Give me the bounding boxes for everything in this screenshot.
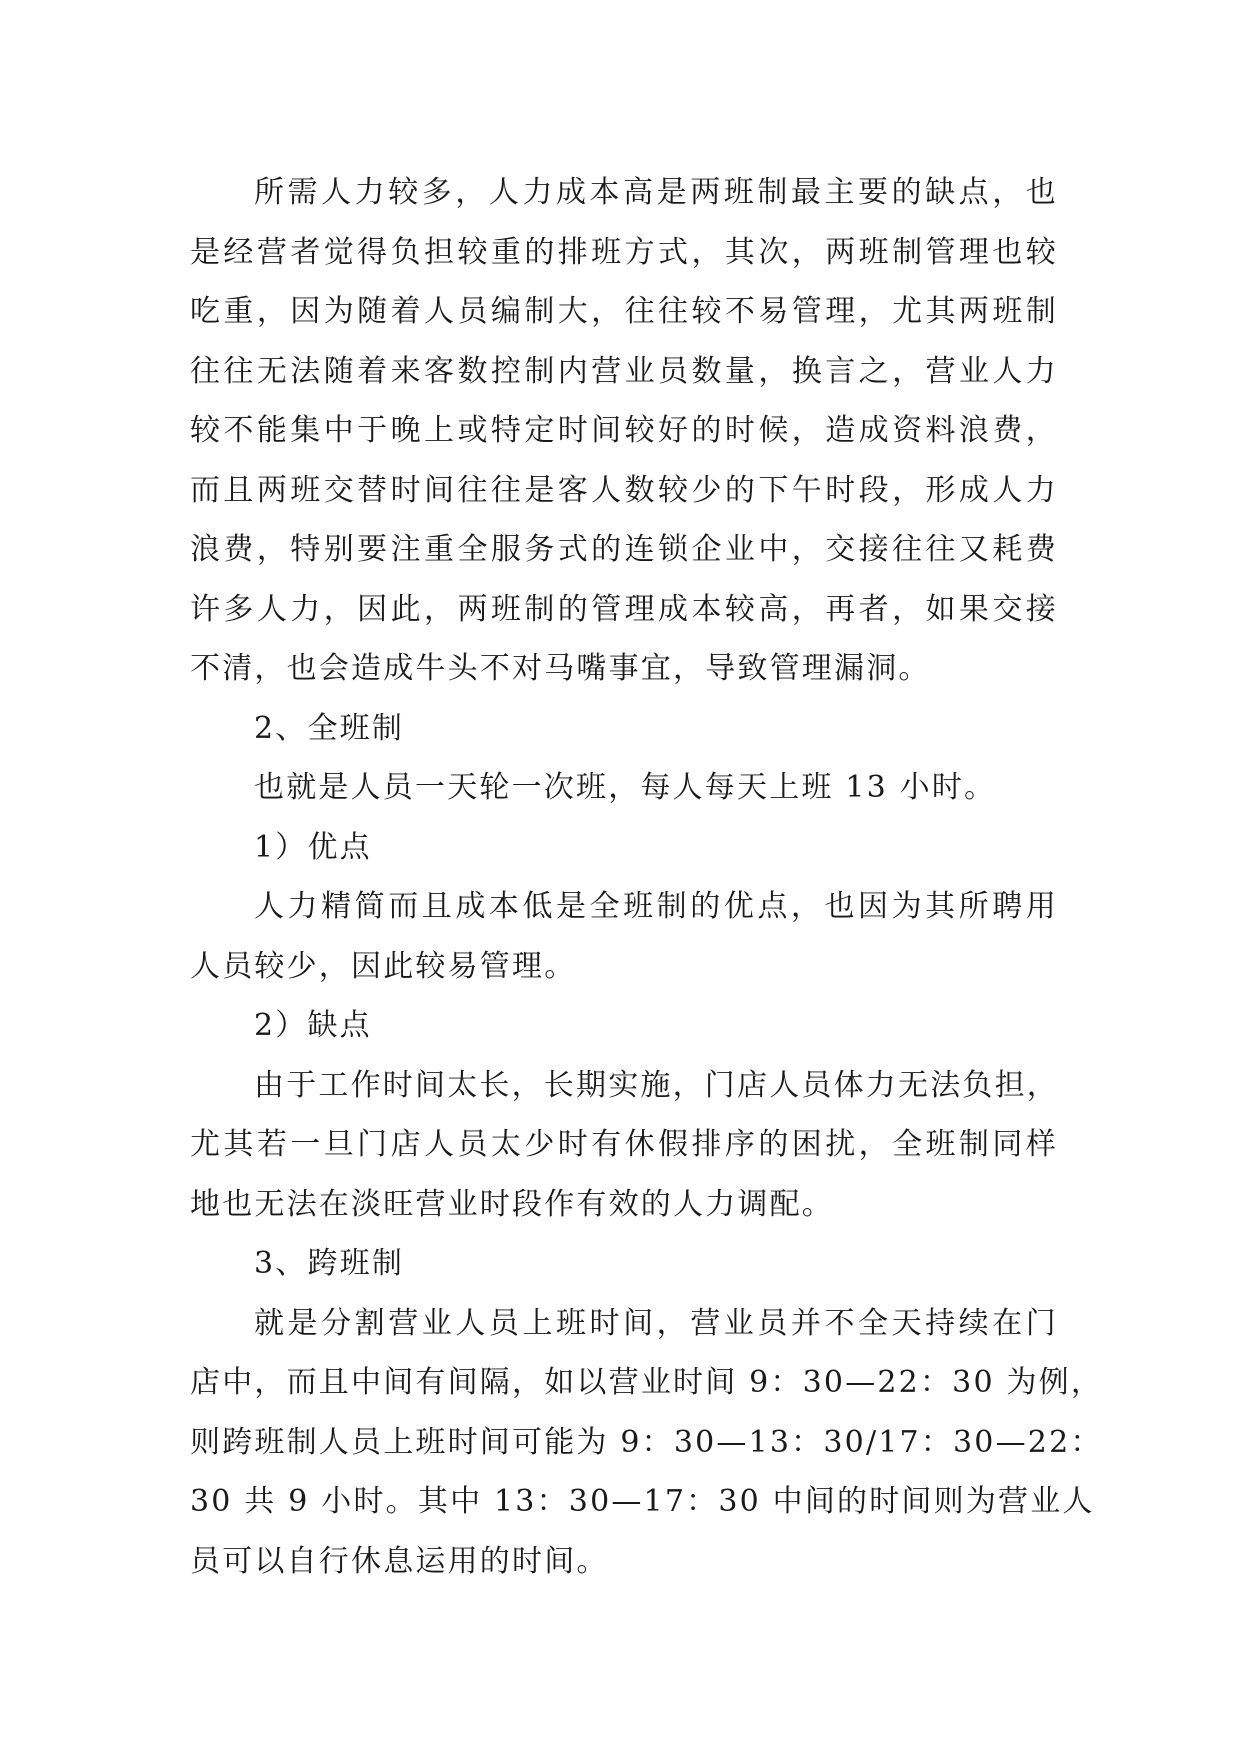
text-line: 店中，而且中间有间隔，如以营业时间 9：30—22：30 为例， — [190, 1365, 1104, 1400]
text-line: 就是分割营业人员上班时间，营业员并不全天持续在门 — [254, 1305, 1058, 1341]
text-line: 往往无法随着来客数控制内营业员数量，换言之，营业人力 — [190, 353, 1058, 389]
text-line: 由于工作时间太长，长期实施，门店人员体力无法负担， — [254, 1067, 1059, 1103]
paragraph — [190, 163, 1058, 699]
text-line: 人员较少，因此较易管理。 — [190, 948, 577, 984]
text-line: 1）优点 — [254, 829, 372, 865]
text-line: 也就是人员一天轮一次班，每人每天上班 13 小时。 — [254, 770, 997, 805]
paragraph — [190, 758, 1058, 818]
text-line: 不清，也会造成牛头不对马嘴事宜，导致管理漏洞。 — [190, 651, 931, 686]
paragraph — [190, 877, 1058, 996]
text-line: 浪费，特别要注重全服务式的连锁企业中，交接往往又耗费 — [190, 532, 1058, 567]
text-line: 许多人力，因此，两班制的管理成本较高，再者，如果交接 — [190, 591, 1058, 627]
text-line: 员可以自行休息运用的时间。 — [190, 1543, 609, 1579]
text-line: 而且两班交替时间往往是客人数较少的下午时段，形成人力 — [190, 472, 1058, 508]
paragraph — [190, 1056, 1058, 1235]
text-line: 则跨班制人员上班时间可能为 9：30—13：30/17：30—22： — [190, 1424, 1103, 1460]
text-line: 2）缺点 — [254, 1008, 372, 1043]
text-line: 尤其若一旦门店人员太少时有休假排序的困扰，全班制同样 — [190, 1127, 1058, 1162]
paragraph — [190, 1294, 1104, 1592]
text-line: 地也无法在淡旺营业时段作有效的人力调配。 — [190, 1186, 834, 1222]
text-line: 吃重，因为随着人员编制大，往往较不易管理，尤其两班制 — [190, 294, 1058, 329]
paragraph — [190, 996, 1058, 1056]
paragraph — [190, 818, 1058, 878]
text-line: 是经营者觉得负担较重的排班方式，其次，两班制管理也较 — [190, 234, 1058, 270]
paragraph — [190, 1234, 1058, 1294]
text-line: 较不能集中于晚上或特定时间较好的时候，造成资料浪费， — [190, 413, 1058, 448]
text-line: 30 共 9 小时。其中 13：30—17：30 中间的时间则为营业人 — [190, 1484, 1095, 1519]
text-line: 3、跨班制 — [254, 1246, 405, 1281]
paragraph — [190, 699, 1058, 759]
document-body — [190, 163, 1104, 1591]
text-line: 2、全班制 — [254, 710, 405, 746]
text-line: 所需人力较多，人力成本高是两班制最主要的缺点，也 — [254, 175, 1058, 210]
text-line: 人力精简而且成本低是全班制的优点，也因为其所聘用 — [254, 889, 1058, 924]
